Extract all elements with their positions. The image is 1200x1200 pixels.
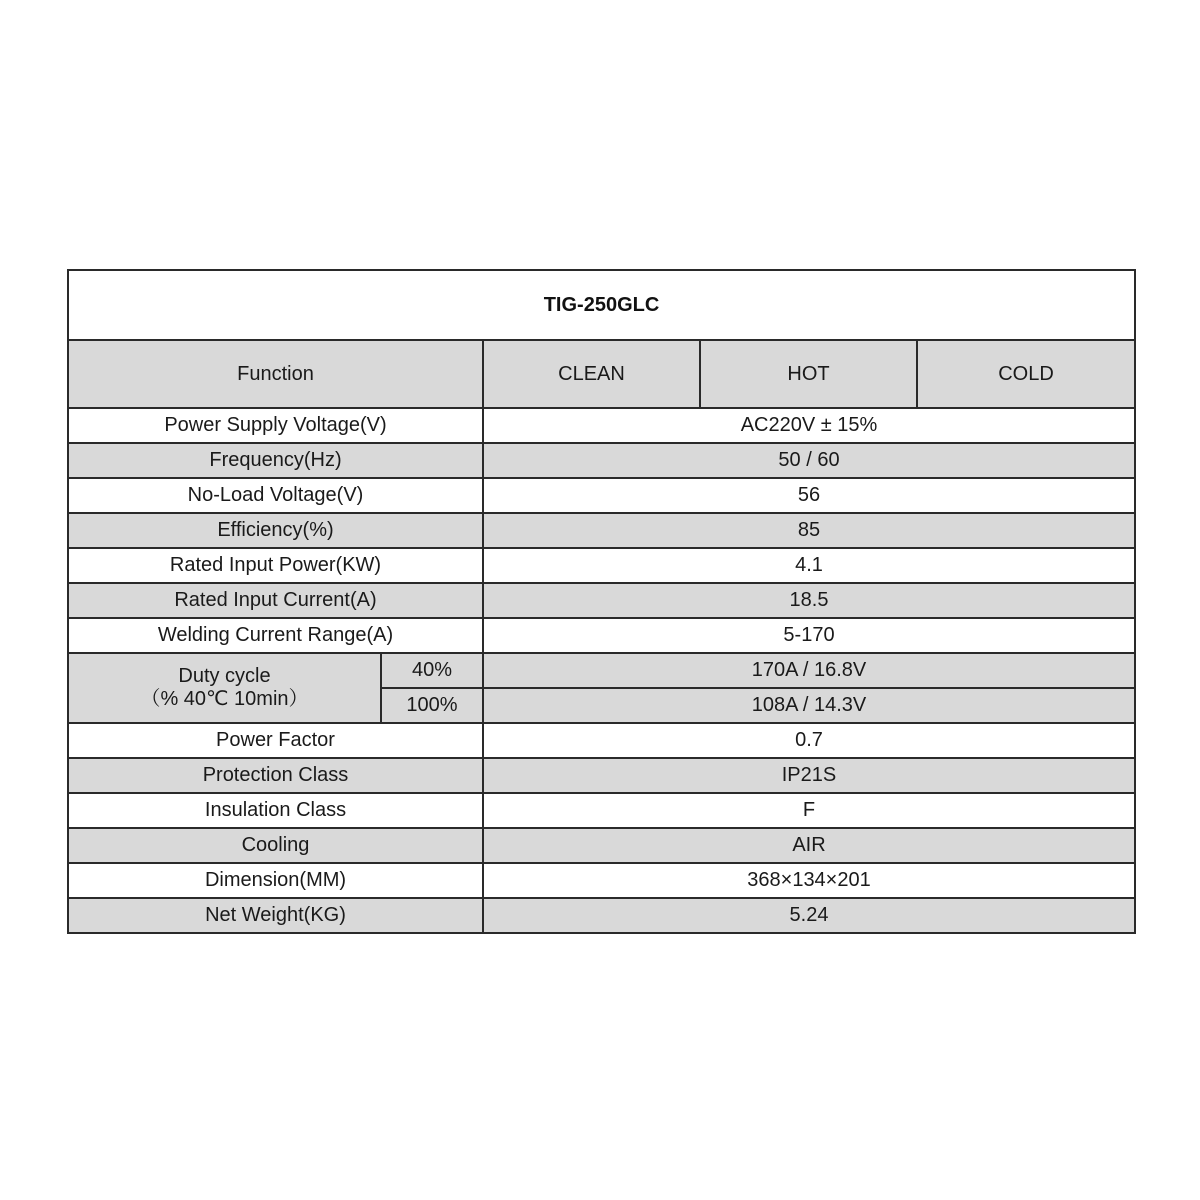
row-label: Insulation Class: [68, 793, 483, 828]
table-row: [68, 793, 1135, 828]
spec-table: [67, 269, 1136, 934]
row-label: Protection Class: [68, 758, 483, 793]
table-row: [68, 478, 1135, 513]
mode-hot-header: HOT: [700, 340, 917, 408]
row-value: IP21S: [483, 758, 1135, 793]
table-row: [68, 548, 1135, 583]
row-value: 5.24: [483, 898, 1135, 933]
header-row: [68, 340, 1135, 408]
table-row: [68, 408, 1135, 443]
row-label: Welding Current Range(A): [68, 618, 483, 653]
row-label: Efficiency(%): [68, 513, 483, 548]
row-label: Power Factor: [68, 723, 483, 758]
row-label: No-Load Voltage(V): [68, 478, 483, 513]
table-row: [68, 443, 1135, 478]
table-row: [68, 513, 1135, 548]
row-value: F: [483, 793, 1135, 828]
row-label: Net Weight(KG): [68, 898, 483, 933]
table-row: [68, 583, 1135, 618]
table-row: [68, 898, 1135, 933]
row-value: 5-170: [483, 618, 1135, 653]
table-row: [68, 758, 1135, 793]
mode-clean-header: CLEAN: [483, 340, 700, 408]
row-value: AIR: [483, 828, 1135, 863]
row-label: Rated Input Power(KW): [68, 548, 483, 583]
table-row: [68, 863, 1135, 898]
duty-cycle-title: Duty cycle: [178, 665, 271, 687]
product-title: TIG-250GLC: [68, 270, 1135, 340]
title-row: [68, 270, 1135, 340]
row-value: 0.7: [483, 723, 1135, 758]
duty-cycle-value: 108A / 14.3V: [483, 688, 1135, 723]
duty-cycle-percent: 40%: [381, 653, 483, 688]
duty-cycle-value: 170A / 16.8V: [483, 653, 1135, 688]
row-label: Frequency(Hz): [68, 443, 483, 478]
table-row: [68, 723, 1135, 758]
duty-cycle-label: [68, 653, 381, 723]
row-label: Dimension(MM): [68, 863, 483, 898]
row-label: Power Supply Voltage(V): [68, 408, 483, 443]
table-row: [68, 828, 1135, 863]
table-row: [68, 618, 1135, 653]
row-value: 368×134×201: [483, 863, 1135, 898]
row-value: 18.5: [483, 583, 1135, 618]
row-value: 50 / 60: [483, 443, 1135, 478]
row-label: Rated Input Current(A): [68, 583, 483, 618]
row-value: 56: [483, 478, 1135, 513]
function-header: Function: [68, 340, 483, 408]
row-value: 85: [483, 513, 1135, 548]
duty-cycle-row: [68, 653, 1135, 688]
duty-cycle-percent: 100%: [381, 688, 483, 723]
row-value: AC220V ± 15%: [483, 408, 1135, 443]
mode-cold-header: COLD: [917, 340, 1135, 408]
duty-cycle-conditions: （% 40℃ 10min）: [140, 688, 309, 710]
row-value: 4.1: [483, 548, 1135, 583]
row-label: Cooling: [68, 828, 483, 863]
